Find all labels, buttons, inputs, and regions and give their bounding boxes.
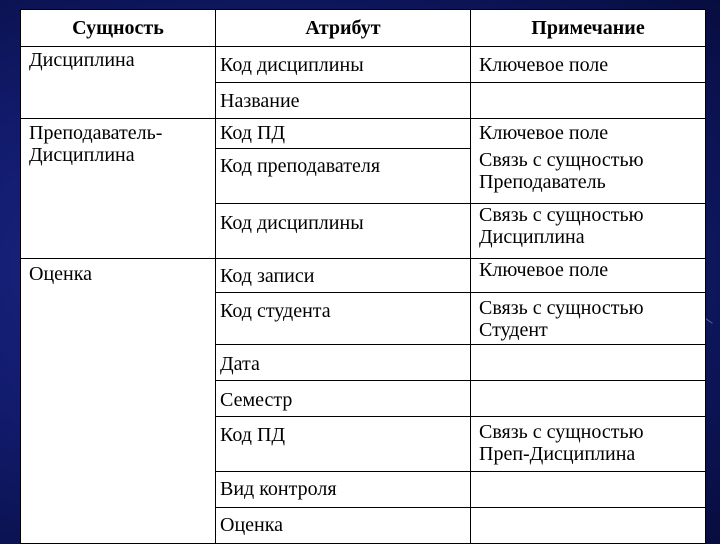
attribute-cell: Код студента xyxy=(216,293,471,345)
entity-attribute-table xyxy=(20,9,706,544)
note-cell: Ключевое поле xyxy=(471,259,706,293)
note-cell xyxy=(471,508,706,544)
note-cell xyxy=(471,83,706,119)
note-cell xyxy=(471,381,706,417)
attribute-cell: Семестр xyxy=(216,381,471,417)
attribute-cell: Оценка xyxy=(216,508,471,544)
note-cell: Связь с сущностью Дисциплина xyxy=(471,204,706,259)
attribute-cell: Код ПД xyxy=(216,417,471,472)
note-cell: Связь с сущностью Преп-Дисциплина xyxy=(471,417,706,472)
entity-cell: Дисциплина xyxy=(21,47,216,119)
attribute-cell: Код записи xyxy=(216,259,471,293)
note-cell xyxy=(471,472,706,508)
attribute-cell: Код дисциплины xyxy=(216,47,471,83)
entity-cell: Оценка xyxy=(21,259,216,544)
attribute-cell: Код дисциплины xyxy=(216,204,471,259)
attribute-cell: Вид контроля xyxy=(216,472,471,508)
table-row xyxy=(21,259,706,293)
entity-cell: Преподаватель-Дисциплина xyxy=(21,119,216,259)
table-header-row xyxy=(21,10,706,47)
note-cell: Ключевое поле xyxy=(471,119,706,149)
note-cell: Связь с сущностью Преподаватель xyxy=(471,149,706,204)
note-cell xyxy=(471,345,706,381)
header-note: Примечание xyxy=(471,10,706,47)
table-row xyxy=(21,47,706,83)
note-cell: Ключевое поле xyxy=(471,47,706,83)
attribute-cell: Название xyxy=(216,83,471,119)
note-cell: Связь с сущностью Студент xyxy=(471,293,706,345)
attribute-cell: Код ПД xyxy=(216,119,471,149)
attribute-cell: Дата xyxy=(216,345,471,381)
header-attribute: Атрибут xyxy=(216,10,471,47)
attribute-cell: Код преподавателя xyxy=(216,149,471,204)
header-entity: Сущность xyxy=(21,10,216,47)
table-row xyxy=(21,119,706,149)
